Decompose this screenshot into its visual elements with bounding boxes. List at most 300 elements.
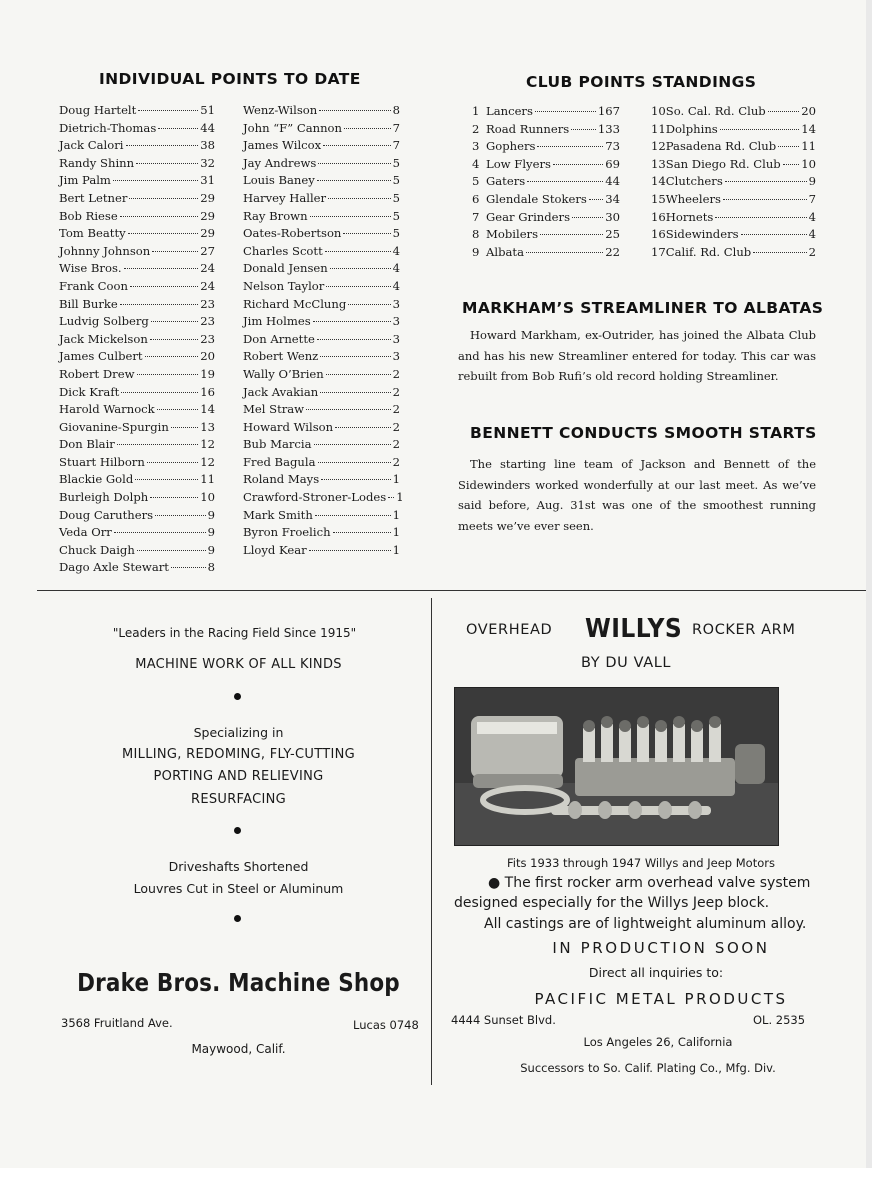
driver-name: Charles Scott bbox=[243, 243, 323, 258]
club-name: Sidewinders bbox=[665, 227, 739, 242]
dot-leader bbox=[715, 217, 806, 218]
points-row bbox=[59, 261, 215, 279]
bullet-icon bbox=[234, 827, 241, 834]
driver-name: John “F” Cannon bbox=[243, 120, 342, 135]
points-row bbox=[243, 156, 400, 174]
dot-leader bbox=[315, 515, 391, 516]
points-row bbox=[59, 543, 215, 561]
points-row bbox=[243, 437, 400, 455]
points-row bbox=[243, 279, 400, 297]
points-value: 16 bbox=[200, 384, 215, 399]
points-value: 9 bbox=[207, 507, 215, 522]
willys-brand: WILLYS bbox=[585, 614, 683, 644]
dot-leader bbox=[778, 146, 799, 147]
club-name: Albata bbox=[486, 244, 524, 259]
dot-leader bbox=[137, 374, 199, 375]
driver-name: Stuart Hilborn bbox=[59, 454, 145, 469]
dot-leader bbox=[310, 216, 391, 217]
points-row bbox=[59, 103, 215, 121]
rank: 15 bbox=[651, 191, 666, 206]
points-row bbox=[59, 385, 215, 403]
points-value: 5 bbox=[392, 190, 400, 205]
dot-leader bbox=[319, 110, 390, 111]
points-row bbox=[59, 349, 215, 367]
points-row bbox=[243, 121, 400, 139]
club-name: Calif. Rd. Club bbox=[665, 244, 752, 259]
driver-name: Donald Jensen bbox=[243, 261, 328, 276]
drake-company-name: Drake Bros. Machine Shop bbox=[77, 968, 400, 997]
dot-leader bbox=[317, 180, 391, 181]
points-value: 9 bbox=[207, 525, 215, 540]
driver-name: Roland Mays bbox=[243, 472, 320, 487]
rank: 4 bbox=[472, 156, 480, 171]
points-value: 167 bbox=[597, 104, 620, 118]
driver-name: Wally O’Brien bbox=[243, 366, 324, 381]
points-value: 1 bbox=[392, 525, 400, 540]
dot-leader bbox=[388, 497, 394, 498]
points-value: 10 bbox=[200, 490, 215, 505]
points-value: 22 bbox=[605, 244, 620, 259]
points-row bbox=[243, 455, 400, 473]
points-row bbox=[59, 156, 215, 174]
driver-name: Don Arnette bbox=[243, 331, 315, 346]
points-value: 13 bbox=[200, 419, 215, 434]
points-value: 3 bbox=[392, 296, 400, 311]
rank: 3 bbox=[472, 139, 480, 154]
points-row bbox=[243, 244, 400, 262]
driver-name: Burleigh Dolph bbox=[59, 490, 149, 505]
rank: 13 bbox=[651, 156, 666, 171]
points-value: 4 bbox=[392, 243, 400, 258]
points-value: 20 bbox=[801, 104, 816, 118]
points-row bbox=[243, 138, 400, 156]
dot-leader bbox=[120, 304, 198, 305]
driver-name: Robert Wenz bbox=[243, 349, 319, 364]
dot-leader bbox=[720, 129, 799, 130]
dot-leader bbox=[138, 110, 198, 111]
dot-leader bbox=[130, 286, 198, 287]
points-value: 24 bbox=[200, 278, 215, 293]
driver-name: Harold Warnock bbox=[59, 402, 155, 417]
points-value: 3 bbox=[392, 349, 400, 364]
driver-name: Jim Palm bbox=[59, 173, 111, 188]
driver-name: Oates-Robertson bbox=[243, 226, 342, 241]
points-value: 11 bbox=[200, 472, 215, 487]
pacific-metal-city: Los Angeles 26, California bbox=[583, 1035, 733, 1049]
rank: 1 bbox=[472, 104, 480, 118]
driver-name: Wenz-Wilson bbox=[243, 103, 318, 117]
points-value: 12 bbox=[200, 437, 215, 452]
points-row bbox=[243, 367, 400, 385]
club-name: Wheelers bbox=[665, 191, 721, 206]
dot-leader bbox=[145, 356, 199, 357]
points-row bbox=[243, 314, 400, 332]
drake-tagline: "Leaders in the Racing Field Since 1915" bbox=[112, 626, 357, 640]
rank: 16 bbox=[651, 209, 666, 224]
rank: 17 bbox=[651, 244, 666, 259]
dot-leader bbox=[136, 163, 198, 164]
bennett-article-body: The starting line team of Jackson and Bennett of the Sidewinders worked wonderfully at our last meet. As we’ve said before, Aug. 31st was one of the smoothest running meets we’ve ever seen. bbox=[458, 457, 816, 533]
points-row bbox=[243, 103, 400, 121]
points-value: 133 bbox=[597, 121, 620, 136]
driver-name: Bill Burke bbox=[59, 296, 118, 311]
club-standing-row bbox=[651, 192, 816, 210]
points-value: 30 bbox=[605, 209, 620, 224]
driver-name: Harvey Haller bbox=[243, 190, 327, 205]
rank: 16 bbox=[651, 227, 666, 242]
points-value: 38 bbox=[200, 138, 215, 153]
driver-name: Richard McClung bbox=[243, 296, 347, 311]
driver-name: Ludvig Solberg bbox=[59, 314, 149, 329]
driver-name: Jack Calori bbox=[59, 138, 124, 153]
dot-leader bbox=[323, 145, 390, 146]
points-row bbox=[59, 508, 215, 526]
club-points-column-2 bbox=[651, 104, 816, 262]
club-standing-row bbox=[651, 174, 816, 192]
club-standing-row bbox=[472, 245, 620, 263]
dot-leader bbox=[117, 444, 198, 445]
points-value: 29 bbox=[200, 190, 215, 205]
points-value: 1 bbox=[392, 542, 400, 557]
willys-production: IN PRODUCTION SOON bbox=[552, 939, 770, 957]
club-name: San Diego Rd. Club bbox=[665, 156, 781, 171]
points-row bbox=[59, 437, 215, 455]
driver-name: Doug Hartelt bbox=[59, 103, 137, 117]
dot-leader bbox=[314, 444, 391, 445]
dot-leader bbox=[151, 321, 198, 322]
points-value: 2 bbox=[392, 437, 400, 452]
dot-leader bbox=[326, 286, 390, 287]
dot-leader bbox=[725, 181, 807, 182]
points-value: 1 bbox=[396, 490, 404, 505]
dot-leader bbox=[135, 479, 198, 480]
dot-leader bbox=[150, 339, 198, 340]
driver-name: Mark Smith bbox=[243, 507, 313, 522]
rank: 9 bbox=[472, 244, 480, 259]
points-row bbox=[59, 332, 215, 350]
dot-leader bbox=[121, 392, 198, 393]
club-standing-row bbox=[472, 210, 620, 228]
dot-leader bbox=[330, 268, 391, 269]
driver-name: Bert Letner bbox=[59, 190, 128, 205]
driver-name: Wise Bros. bbox=[59, 261, 122, 276]
points-value: 23 bbox=[200, 296, 215, 311]
drake-specializing: Specializing in bbox=[193, 725, 284, 740]
individual-points-column-1 bbox=[59, 103, 215, 578]
driver-name: Dago Axle Stewart bbox=[59, 560, 169, 575]
drake-services-line-1: MILLING, REDOMING, FLY-CUTTING bbox=[122, 747, 355, 762]
dot-leader bbox=[150, 497, 198, 498]
dot-leader bbox=[157, 409, 199, 410]
driver-name: Lloyd Kear bbox=[243, 542, 307, 557]
dot-leader bbox=[137, 550, 206, 551]
drake-city: Maywood, Calif. bbox=[191, 1042, 286, 1056]
points-row bbox=[59, 472, 215, 490]
points-value: 4 bbox=[808, 227, 816, 242]
pacific-metal-phone: OL. 2535 bbox=[753, 1013, 806, 1027]
dot-leader bbox=[320, 392, 390, 393]
club-name: Pasadena Rd. Club bbox=[665, 139, 777, 154]
drake-louvres: Louvres Cut in Steel or Aluminum bbox=[133, 881, 344, 896]
bullet-icon bbox=[234, 915, 241, 922]
driver-name: Giovanine-Spurgin bbox=[59, 419, 169, 434]
dot-leader bbox=[537, 146, 603, 147]
club-standing-row bbox=[472, 157, 620, 175]
points-row bbox=[243, 508, 400, 526]
points-value: 19 bbox=[200, 366, 215, 381]
dot-leader bbox=[540, 234, 603, 235]
rank: 7 bbox=[472, 209, 480, 224]
driver-name: Jay Andrews bbox=[243, 155, 317, 170]
rank: 5 bbox=[472, 174, 480, 189]
rank: 11 bbox=[651, 121, 666, 136]
driver-name: Frank Coon bbox=[59, 278, 128, 293]
points-value: 4 bbox=[808, 209, 816, 224]
dot-leader bbox=[572, 217, 603, 218]
dot-leader bbox=[152, 251, 198, 252]
willys-description-line-3: All castings are of lightweight aluminum alloy. bbox=[484, 916, 807, 932]
club-standing-row bbox=[651, 139, 816, 157]
drake-machine-work: MACHINE WORK OF ALL KINDS bbox=[135, 657, 342, 672]
points-row bbox=[243, 261, 400, 279]
driver-name: Nelson Taylor bbox=[243, 278, 325, 293]
driver-name: Howard Wilson bbox=[243, 419, 334, 434]
club-standing-row bbox=[651, 245, 816, 263]
willys-overhead: OVERHEAD bbox=[466, 622, 553, 638]
club-name: So. Cal. Rd. Club bbox=[665, 104, 766, 118]
points-value: 4 bbox=[392, 278, 400, 293]
points-value: 73 bbox=[605, 139, 620, 154]
points-row bbox=[59, 420, 215, 438]
points-value: 51 bbox=[200, 103, 215, 117]
willys-rocker-arm: ROCKER ARM bbox=[692, 622, 796, 638]
points-value: 1 bbox=[392, 472, 400, 487]
dot-leader bbox=[344, 128, 391, 129]
club-name: Road Runners bbox=[486, 121, 570, 136]
driver-name: Johnny Johnson bbox=[59, 243, 151, 258]
markham-article-body: Howard Markham, ex-Outrider, has joined the Albata Club and has his new Streamliner entered for today. This car was rebuilt from Bob Rufi’s old record holding Streamliner. bbox=[458, 328, 816, 383]
dot-leader bbox=[124, 268, 199, 269]
rank: 14 bbox=[651, 174, 666, 189]
points-row bbox=[243, 226, 400, 244]
points-row bbox=[59, 279, 215, 297]
points-value: 44 bbox=[200, 120, 215, 135]
club-standing-row bbox=[651, 122, 816, 140]
points-value: 8 bbox=[207, 560, 215, 575]
dot-leader bbox=[741, 234, 807, 235]
points-row bbox=[243, 173, 400, 191]
points-row bbox=[243, 332, 400, 350]
points-value: 3 bbox=[392, 331, 400, 346]
points-value: 9 bbox=[808, 174, 816, 189]
dot-leader bbox=[753, 252, 806, 253]
points-row bbox=[59, 455, 215, 473]
pacific-metal-address: 4444 Sunset Blvd. bbox=[451, 1013, 556, 1027]
points-value: 7 bbox=[808, 191, 816, 206]
points-row bbox=[243, 209, 400, 227]
bullet-icon bbox=[234, 693, 241, 700]
points-value: 2 bbox=[808, 244, 816, 259]
bennett-article-heading: BENNETT CONDUCTS SMOOTH STARTS bbox=[470, 424, 817, 442]
dot-leader bbox=[306, 409, 391, 410]
points-row bbox=[59, 367, 215, 385]
driver-name: Veda Orr bbox=[59, 525, 112, 540]
points-value: 5 bbox=[392, 226, 400, 241]
points-row bbox=[59, 173, 215, 191]
points-row bbox=[59, 209, 215, 227]
dot-leader bbox=[318, 462, 391, 463]
points-row bbox=[243, 420, 400, 438]
driver-name: Jack Mickelson bbox=[59, 331, 148, 346]
driver-name: Jim Holmes bbox=[243, 314, 311, 329]
club-name: Mobilers bbox=[486, 227, 539, 242]
points-value: 25 bbox=[605, 227, 620, 242]
dot-leader bbox=[309, 550, 391, 551]
willys-by-du-vall: BY DU VALL bbox=[581, 655, 672, 671]
points-row bbox=[59, 525, 215, 543]
pacific-metal-company: PACIFIC METAL PRODUCTS bbox=[534, 990, 788, 1008]
points-row bbox=[59, 560, 215, 578]
dot-leader bbox=[723, 199, 807, 200]
driver-name: Robert Drew bbox=[59, 366, 135, 381]
points-value: 2 bbox=[392, 384, 400, 399]
club-name: Gear Grinders bbox=[486, 209, 571, 224]
points-value: 24 bbox=[200, 261, 215, 276]
points-value: 20 bbox=[200, 349, 215, 364]
points-value: 2 bbox=[392, 454, 400, 469]
willys-description-line-2: designed especially for the Willys Jeep block. bbox=[454, 895, 770, 911]
willys-description-line-1 bbox=[488, 875, 810, 891]
driver-name: Don Blair bbox=[59, 437, 115, 452]
points-row bbox=[243, 349, 400, 367]
club-standing-row bbox=[651, 104, 816, 122]
dot-leader bbox=[171, 427, 198, 428]
points-value: 3 bbox=[392, 314, 400, 329]
points-value: 5 bbox=[392, 173, 400, 188]
club-standing-row bbox=[472, 227, 620, 245]
points-row bbox=[59, 138, 215, 156]
club-name: Glendale Stokers bbox=[486, 191, 587, 206]
points-value: 23 bbox=[200, 314, 215, 329]
drake-driveshafts: Driveshafts Shortened bbox=[168, 859, 309, 874]
points-value: 31 bbox=[200, 173, 215, 188]
dot-leader bbox=[535, 111, 596, 112]
points-value: 2 bbox=[392, 419, 400, 434]
dot-leader bbox=[120, 216, 199, 217]
driver-name: Dick Kraft bbox=[59, 384, 120, 399]
club-points-heading: CLUB POINTS STANDINGS bbox=[526, 73, 757, 91]
drake-phone: Lucas 0748 bbox=[353, 1018, 419, 1032]
points-value: 29 bbox=[200, 208, 215, 223]
points-value: 7 bbox=[392, 138, 400, 153]
points-value: 34 bbox=[605, 191, 620, 206]
club-name: Hornets bbox=[665, 209, 714, 224]
dot-leader bbox=[326, 374, 391, 375]
driver-name: Louis Baney bbox=[243, 173, 315, 188]
dot-leader bbox=[129, 198, 198, 199]
points-value: 32 bbox=[200, 155, 215, 170]
dot-leader bbox=[571, 129, 596, 130]
points-row bbox=[243, 402, 400, 420]
dot-leader bbox=[348, 304, 390, 305]
points-row bbox=[243, 543, 400, 561]
club-standing-row bbox=[472, 139, 620, 157]
dot-leader bbox=[155, 515, 205, 516]
points-value: 12 bbox=[200, 454, 215, 469]
dot-leader bbox=[126, 145, 199, 146]
club-standing-row bbox=[472, 104, 620, 122]
club-standing-row bbox=[651, 157, 816, 175]
markham-article-heading: MARKHAM’S STREAMLINER TO ALBATAS bbox=[462, 299, 824, 317]
dot-leader bbox=[553, 164, 603, 165]
drake-address: 3568 Fruitland Ave. bbox=[61, 1016, 173, 1030]
driver-name: Randy Shinn bbox=[59, 155, 135, 170]
driver-name: Doug Caruthers bbox=[59, 507, 154, 522]
dot-leader bbox=[114, 532, 206, 533]
points-value: 27 bbox=[200, 243, 215, 258]
dot-leader bbox=[113, 180, 198, 181]
rank: 12 bbox=[651, 139, 666, 154]
points-value: 4 bbox=[392, 261, 400, 276]
points-value: 11 bbox=[801, 139, 816, 154]
dot-leader bbox=[147, 462, 198, 463]
points-value: 14 bbox=[200, 402, 215, 417]
rocker-arm-photo bbox=[454, 687, 779, 846]
points-row bbox=[243, 385, 400, 403]
dot-leader bbox=[343, 233, 390, 234]
drake-services-line-2: PORTING AND RELIEVING bbox=[153, 769, 324, 784]
drake-services-line-3: RESURFACING bbox=[190, 792, 286, 807]
individual-points-column-2 bbox=[243, 103, 404, 560]
dot-leader bbox=[313, 321, 391, 322]
points-row bbox=[243, 525, 400, 543]
driver-name: Byron Froelich bbox=[243, 525, 331, 540]
points-row bbox=[243, 490, 404, 508]
driver-name: James Wilcox bbox=[243, 138, 322, 153]
club-name: Lancers bbox=[486, 104, 533, 118]
club-points-column-1 bbox=[472, 104, 620, 262]
willys-direct-inquiries: Direct all inquiries to: bbox=[588, 965, 724, 980]
club-standing-row bbox=[472, 174, 620, 192]
dot-leader bbox=[335, 427, 391, 428]
club-name: Dolphins bbox=[665, 121, 718, 136]
points-row bbox=[59, 191, 215, 209]
points-row bbox=[59, 121, 215, 139]
dot-leader bbox=[526, 252, 603, 253]
dot-leader bbox=[171, 567, 206, 568]
pacific-metal-successors: Successors to So. Calif. Plating Co., Mfg. Div. bbox=[520, 1061, 776, 1075]
rank: 8 bbox=[472, 227, 480, 242]
desc-line-1-text: The first rocker arm overhead valve system bbox=[504, 875, 811, 891]
driver-name: Bub Marcia bbox=[243, 437, 312, 452]
driver-name: Ray Brown bbox=[243, 208, 308, 223]
driver-name: James Culbert bbox=[59, 349, 143, 364]
driver-name: Tom Beatty bbox=[59, 226, 126, 241]
dot-leader bbox=[318, 163, 390, 164]
points-row bbox=[59, 402, 215, 420]
dot-leader bbox=[589, 199, 603, 200]
club-name: Low Flyers bbox=[486, 156, 551, 171]
rank: 2 bbox=[472, 121, 480, 136]
dot-leader bbox=[783, 164, 800, 165]
points-value: 7 bbox=[392, 120, 400, 135]
points-value: 5 bbox=[392, 208, 400, 223]
points-row bbox=[59, 244, 215, 262]
points-value: 69 bbox=[605, 156, 620, 171]
dot-leader bbox=[317, 339, 391, 340]
club-name: Gophers bbox=[486, 139, 536, 154]
points-value: 8 bbox=[392, 103, 400, 117]
